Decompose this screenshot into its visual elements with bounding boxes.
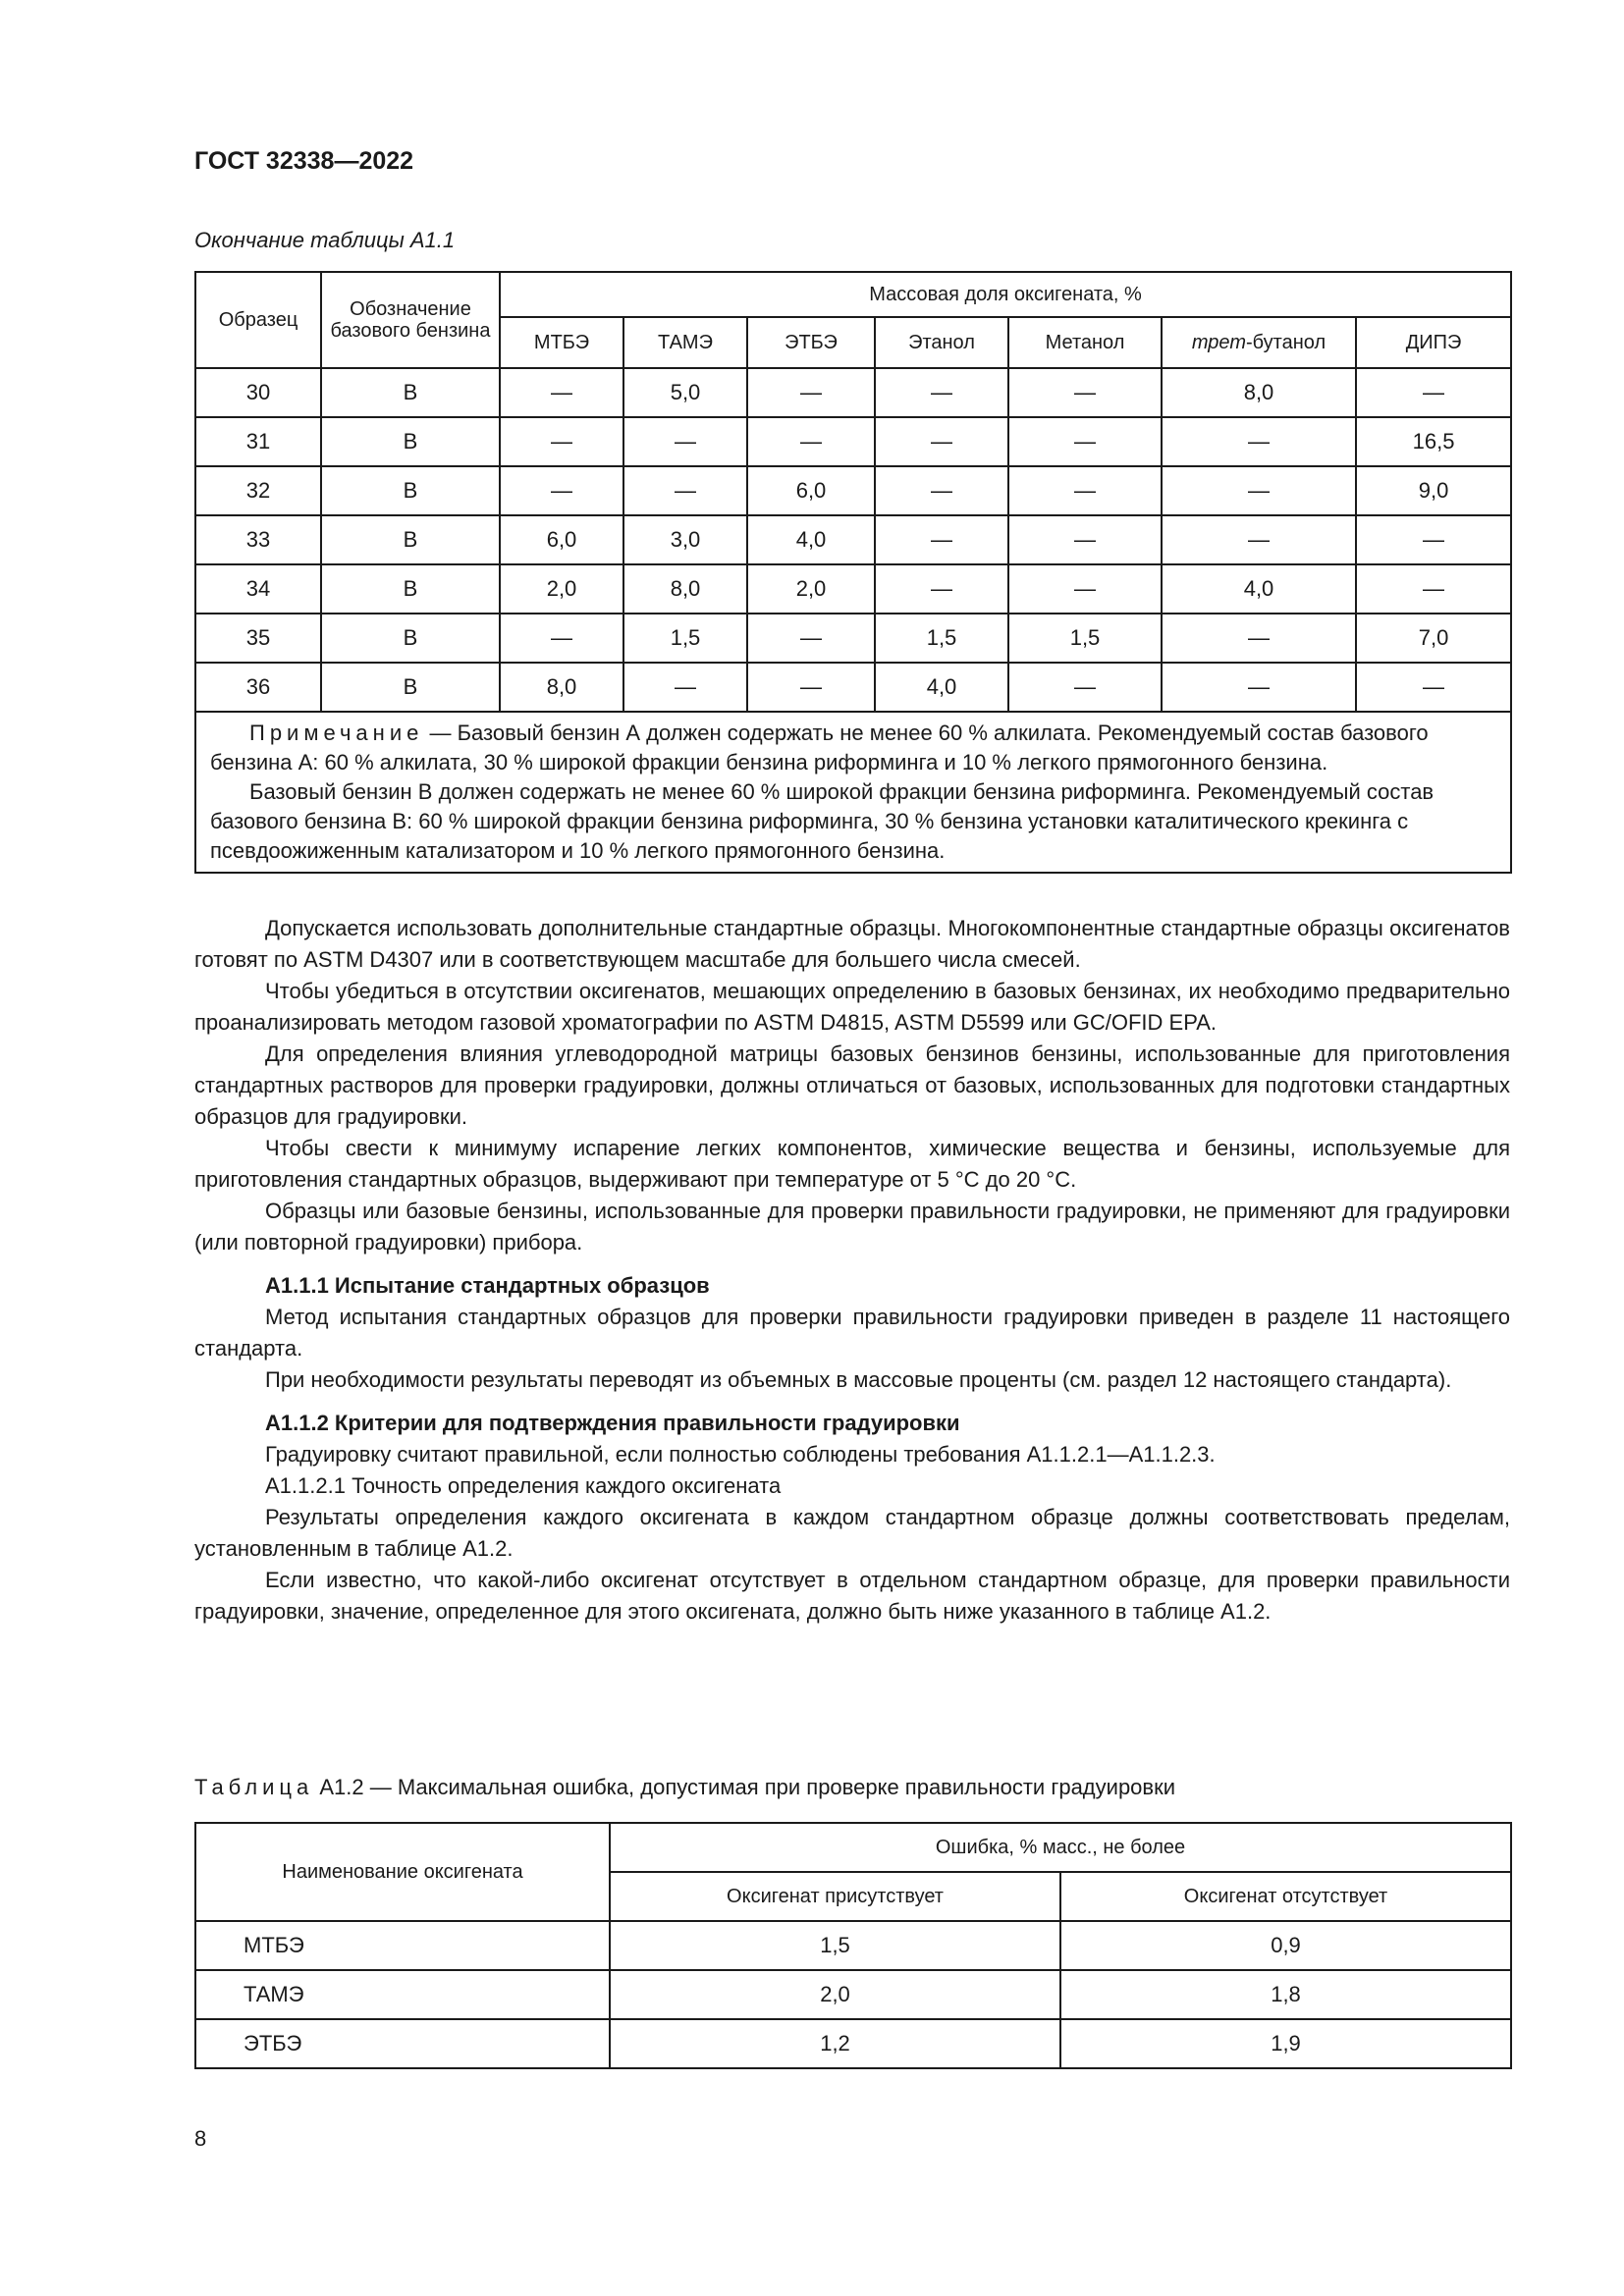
table-row: [195, 564, 1511, 614]
table-a1-1: [194, 271, 1512, 874]
table-cell: В: [321, 368, 500, 417]
col-header-present: Оксигенат присутствует: [610, 1872, 1060, 1921]
note-label: Примечание: [249, 721, 424, 745]
table-cell: 16,5: [1356, 417, 1511, 466]
table-cell: —: [747, 368, 875, 417]
table-row: [195, 663, 1511, 712]
table-cell: —: [1008, 663, 1162, 712]
table-cell: 2,0: [747, 564, 875, 614]
table-cell: —: [747, 417, 875, 466]
table2-caption-text: А1.2 — Максимальная ошибка, допустимая при проверке правильности градуировки: [313, 1775, 1176, 1799]
document-header: ГОСТ 32338—2022: [194, 147, 414, 175]
table-cell: —: [1008, 466, 1162, 515]
table-cell: 4,0: [1162, 564, 1356, 614]
table-cell: 4,0: [747, 515, 875, 564]
table-cell: 5,0: [623, 368, 747, 417]
note-paragraph: [210, 719, 1496, 777]
table-cell: 1,5: [623, 614, 747, 663]
table-cell: —: [1162, 515, 1356, 564]
table2-caption-label: Таблица: [194, 1775, 314, 1799]
table-row: [195, 1970, 1511, 2019]
table-cell: —: [875, 368, 1008, 417]
table-cell: 33: [195, 515, 321, 564]
table-cell: 36: [195, 663, 321, 712]
table-cell: 1,5: [1008, 614, 1162, 663]
oxygenate-name-cell: ТАМЭ: [195, 1970, 610, 2019]
table-cell: —: [1356, 564, 1511, 614]
table-cell: 1,5: [610, 1921, 1060, 1970]
table-cell: —: [500, 368, 623, 417]
table-cell: —: [875, 417, 1008, 466]
table-cell: В: [321, 466, 500, 515]
table-cell: —: [500, 466, 623, 515]
paragraph: Образцы или базовые бензины, использованные для проверки правильности градуировки, не применяют для градуировки (или повторной градуировки) прибора.: [194, 1199, 1510, 1255]
oxygenate-name-cell: ЭТБЭ: [195, 2019, 610, 2068]
table2-body: [195, 1921, 1511, 2068]
col-header-oxygenate-name: Наименование оксигената: [195, 1823, 610, 1921]
col-header-oxygenate: ЭТБЭ: [747, 317, 875, 368]
paragraph: А1.1.2.1 Точность определения каждого оксигената: [265, 1473, 782, 1498]
table-row: [195, 515, 1511, 564]
table-cell: —: [747, 663, 875, 712]
table-cell: 1,9: [1060, 2019, 1511, 2068]
table-cell: —: [875, 466, 1008, 515]
table-cell: —: [1162, 663, 1356, 712]
table-cell: —: [500, 614, 623, 663]
table-cell: 35: [195, 614, 321, 663]
paragraph: Допускается использовать дополнительные стандартные образцы. Многокомпонентные стандартные образцы оксигенатов готовят по ASTM D4307 или в соответствующем масштабе для большего числа смесей.: [194, 916, 1510, 972]
table-cell: 1,5: [875, 614, 1008, 663]
table-cell: —: [623, 663, 747, 712]
table-cell: —: [1162, 614, 1356, 663]
paragraph: Для определения влияния углеводородной матрицы базовых бензинов бензины, использованные для приготовления стандартных растворов для проверки градуировки, должны отличаться от базовых, использованных для подготовки стандартных образцов для градуировки.: [194, 1041, 1510, 1129]
table-cell: 2,0: [500, 564, 623, 614]
paragraph: При необходимости результаты переводят из объемных в массовые проценты (см. раздел 12 настоящего стандарта).: [265, 1367, 1452, 1392]
table-cell: —: [1008, 368, 1162, 417]
table-cell: 34: [195, 564, 321, 614]
table-cell: В: [321, 417, 500, 466]
col-header-oxygenate: Метанол: [1008, 317, 1162, 368]
table-cell: 3,0: [623, 515, 747, 564]
table-cell: 2,0: [610, 1970, 1060, 2019]
table-cell: —: [500, 417, 623, 466]
table-cell: В: [321, 515, 500, 564]
col-header-absent: Оксигенат отсутствует: [1060, 1872, 1511, 1921]
table-cell: 0,9: [1060, 1921, 1511, 1970]
table-a1-2: [194, 1822, 1512, 2069]
col-header-tret-butanol: [1162, 317, 1356, 368]
table-cell: 30: [195, 368, 321, 417]
table-cell: 7,0: [1356, 614, 1511, 663]
paragraph: Чтобы убедиться в отсутствии оксигенатов, мешающих определению в базовых бензинах, их необходимо предварительно проанализировать методом газовой хроматографии по ASTM D4815, ASTM D5599 или GC/OFID EPA.: [194, 979, 1510, 1035]
table-cell: В: [321, 614, 500, 663]
body-text: [194, 913, 1510, 1628]
table-cell: —: [1356, 515, 1511, 564]
table-cell: —: [1008, 515, 1162, 564]
table-cell: В: [321, 564, 500, 614]
col-header-oxygenate: ТАМЭ: [623, 317, 747, 368]
tret-suffix: -бутанол: [1245, 332, 1326, 353]
paragraph: Метод испытания стандартных образцов для проверки правильности градуировки приведен в разделе 11 настоящего стандарта.: [194, 1305, 1510, 1361]
table-cell: —: [623, 466, 747, 515]
table-cell: 6,0: [747, 466, 875, 515]
section-heading: А1.1.2 Критерии для подтверждения правильности градуировки: [265, 1411, 960, 1435]
table-cell: 9,0: [1356, 466, 1511, 515]
section-heading: А1.1.1 Испытание стандартных образцов: [265, 1273, 710, 1298]
table-row: [195, 368, 1511, 417]
col-header-oxygenate: Этанол: [875, 317, 1008, 368]
col-header-oxygenate: ДИПЭ: [1356, 317, 1511, 368]
paragraph: Результаты определения каждого оксигената в каждом стандартном образце должны соответствовать пределам, установленным в таблице А1.2.: [194, 1505, 1510, 1561]
table-row: [195, 2019, 1511, 2068]
col-header-sample: Образец: [195, 272, 321, 368]
table-cell: —: [1162, 466, 1356, 515]
table-row: [195, 614, 1511, 663]
table-cell: 31: [195, 417, 321, 466]
group-header-mass-fraction: Массовая доля оксигената, %: [500, 272, 1511, 317]
table-row: [195, 1921, 1511, 1970]
table-cell: 1,2: [610, 2019, 1060, 2068]
table-cell: —: [1356, 368, 1511, 417]
table-cell: —: [1356, 663, 1511, 712]
table-row: [195, 417, 1511, 466]
table-cell: —: [875, 564, 1008, 614]
table-cell: 8,0: [500, 663, 623, 712]
table-row: [195, 466, 1511, 515]
table-cell: 1,8: [1060, 1970, 1511, 2019]
table2-caption: [194, 1775, 1175, 1800]
table1-caption: Окончание таблицы А1.1: [194, 228, 456, 252]
oxygenate-name-cell: МТБЭ: [195, 1921, 610, 1970]
note-paragraph: Базовый бензин В должен содержать не менее 60 % широкой фракции бензина риформинга. Рекомендуемый состав базового бензина В: 60 % широкой фракции бензина риформинга, 30 % бензина установки каталитического крекинга с псевдоожиженным катализатором и 10 % легкого прямогонного бензина.: [210, 779, 1435, 863]
group-header-error: Ошибка, % масс., не более: [610, 1823, 1511, 1872]
col-header-base: Обозначение базового бензина: [321, 272, 500, 368]
table-cell: —: [1162, 417, 1356, 466]
table-cell: 8,0: [623, 564, 747, 614]
table1-body: [195, 368, 1511, 712]
page-number: 8: [194, 2126, 207, 2151]
paragraph: Чтобы свести к минимуму испарение легких компонентов, химические вещества и бензины, используемые для приготовления стандартных образцов, выдерживают при температуре от 5 °С до 20 °С.: [194, 1136, 1510, 1192]
table-cell: 4,0: [875, 663, 1008, 712]
col-header-oxygenate: МТБЭ: [500, 317, 623, 368]
table-cell: —: [623, 417, 747, 466]
table-cell: —: [875, 515, 1008, 564]
table-cell: 8,0: [1162, 368, 1356, 417]
table-cell: 6,0: [500, 515, 623, 564]
table-cell: —: [747, 614, 875, 663]
table-cell: —: [1008, 564, 1162, 614]
tret-prefix: трет: [1191, 332, 1246, 353]
note-text: — Базовый бензин А должен содержать не менее 60 % алкилата. Рекомендуемый состав базового бензина А: 60 % алкилата, 30 % широкой фракции бензина риформинга и 10 % легкого прямогонного бензина.: [210, 721, 1429, 774]
paragraph: Градуировку считают правильной, если полностью соблюдены требования А1.1.2.1—А1.1.2.3.: [265, 1442, 1216, 1467]
table1-note: [195, 712, 1511, 873]
table-cell: —: [1008, 417, 1162, 466]
table-cell: В: [321, 663, 500, 712]
paragraph: Если известно, что какой-либо оксигенат отсутствует в отдельном стандартном образце, для проверки правильности градуировки, значение, определенное для этого оксигената, должно быть ниже указанного в таблице А1.2.: [194, 1568, 1510, 1624]
table-cell: 32: [195, 466, 321, 515]
